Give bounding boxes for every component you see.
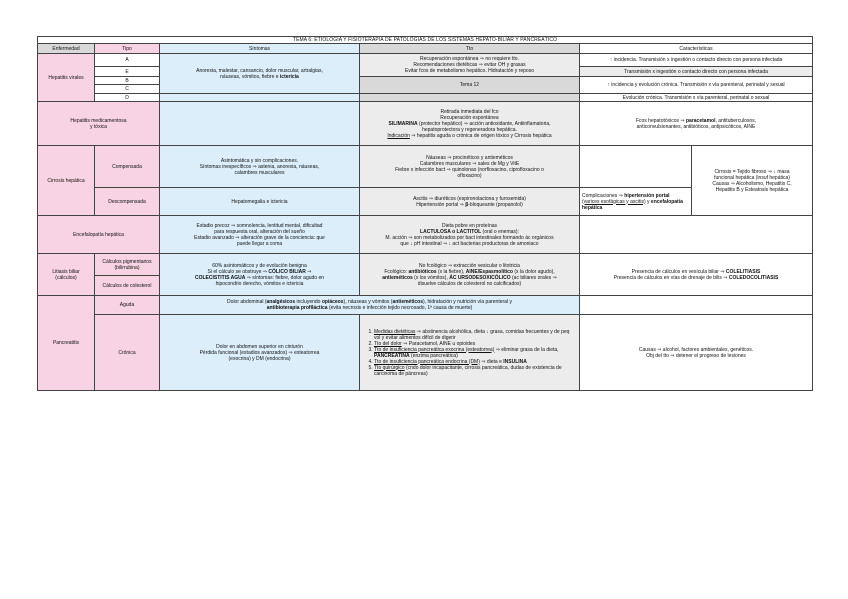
header-sintomas: Síntomas [160,44,360,54]
header-row [38,44,813,54]
table-row [38,296,813,315]
tto-list [362,329,577,377]
header-caracteristicas: Características [580,44,813,54]
car-a: ↑ incidencia. Transmisión x ingestión o contacto directo con persona infectada [580,54,813,67]
summary-sheet [37,36,812,391]
empty-cell [160,94,360,102]
type-descompensada: Descompensada [95,188,160,216]
title-row [38,37,813,44]
table-row [38,216,813,254]
header-enfermedad: Enfermedad [38,44,95,54]
type-aguda: Aguda [95,296,160,315]
pathology-table [37,36,813,391]
disease-encefalopatia: Encefalopatía hepática [38,216,160,254]
disease-pancreatitis: Pancreatitis [38,296,95,391]
cirrosis-comp-tto: Náuseas ⇒ procinéticos y antieméticos Calambres musculares ⇒ sales de Mg y VitE Fiebre x infección bact ⇒ quinolonas (norfloxacino, ciprofloxacino o ofloxacino) [360,146,580,188]
type-c: C [95,85,160,94]
hepatitis-tto-ae: Recuperación espontánea ⇒ no requiere tto. Recomendaciones dietéticas ⇒ evitar OH y grasas Evitar fcos de metabolismo hepático. Hidratación y reposo [360,54,580,77]
header-tipo: Tipo [95,44,160,54]
pancreatitis-aguda-info: Dolor abdominal (analgésicos incluyendo opiáceos), náuseas y vómitos (antieméticos), hidratación y nutrición vía parenteral y antibioterapia profiláctica (evita necrosis e infección tejido necrosado, 1ª causa de muerte) [160,296,580,315]
cirrosis-desc-car: Complicaciones ⇒ hipertensión portal (varices esofágicas y ascitis) y encefalopatía hepática [580,188,692,216]
disease-litiasis: Litiasis biliar (cálculos) [38,254,95,296]
hepatitis-med-tto: Retirada inmediata del fco Recuperación espontánea SILIMARINA (protector hepático) ⇒ acción antioxidante, Antiinflamatoria, hepatoprotectora y regeneradora hepática. Indicación ⇒ hepatitis aguda o crónica de origen tóxico y Cirrosis hepática [360,102,580,146]
type-calculos-colesterol: Cálculos de colesterol [95,276,160,296]
sheet-title: TEMA 6: ETIOLOGÍA Y FISIOTERAPIA DE PATOLOGÍAS DE LOS SISTEMAS HEPATO-BILIAR Y PANCREÁTICO [38,37,813,44]
disease-cirrosis: Cirrosis hepática [38,146,95,216]
type-d: D [95,94,160,102]
list-item: 4. Tto de insuficiencia pancreática endocrina (DM) ⇒ dieta e INSULINA [374,359,577,365]
encefalopatia-sintomas: Estadio precoz ⇒ somnolencia, lentitud mental, dificultad para respuesta oral, alteración del sueño Estadio avanzado ⇒ alteración grave de la conciencia: que puede llegar a coma [160,216,360,254]
cirrosis-side-notes: Cirrosis = Tejido fibroso ⇒ ↓ masa funcional hepática (insuf hepática) Causas ⇒ Alcoholismo, Hepatitis C, Hepatitis B y Esteatosis hepática [692,146,813,216]
empty-cell [160,102,360,146]
type-cronica: Crónica [95,315,160,391]
empty-cell [580,216,813,254]
disease-hepatitis-medicamentosa: Hepatitis medicamentosa y tóxica [38,102,160,146]
type-compensada: Compensada [95,146,160,188]
table-row [38,146,813,188]
hepatitis-med-car: Fcos hepatotóxicos ⇒ paracetamol, antituberculosos, anticonvulsionantes, antibióticos, antipsicóticos, AINE [580,102,813,146]
pancreatitis-cronica-car: Causas ⇒ alcohol, factores ambientales, genéticos. Obj del tto ⇒ detener el progreso de lesiones [580,315,813,391]
type-b: B [95,77,160,85]
hepatitis-sintomas: Anorexia, malestar, cansancio, dolor muscular, artralgias, náuseas, vómitos, fiebre e ictericia [160,54,360,94]
table-row [38,94,813,102]
list-item: 2. Tto del dolor ⇒ Paracetamol, AINE u opioides [374,341,577,347]
car-d: Evolución crónica. Transmisión x vía parenteral, perinatal o sexual [580,94,813,102]
litiasis-car: Presencia de cálculos en vesícula biliar ⇒ COLELITIASIS Presencia de cálculos en vías de drenaje de bilis ⇒ COLEDOCOLITIASIS [580,254,813,296]
table-row [38,54,813,67]
table-row [38,77,813,85]
type-e: E [95,67,160,77]
table-row [38,102,813,146]
encefalopatia-tto: Dieta pobre en proteínas LACTULOSA o LACTITOL (oral o enemas): M. acción ⇒ son metabolizados por bact intestinales formando ác orgánicos que ↓ pH intestinal ⇒ ↓ act bacterias productoras de amoniaco [360,216,580,254]
cirrosis-desc-sintomas: Hepatomegalia e ictericia [160,188,360,216]
type-a: A [95,54,160,67]
pancreatitis-cronica-tto [360,315,580,391]
list-item: 3. Tto de insuficiencia pancreática exocrina (esteatorrea) ⇒ eliminar grasa de la dieta, PANCREATINA (enzima pancreática) [374,347,577,359]
list-item: 5. Tto quirúrgico (cndo dolor incapacitante, cirrosis pancreática, dudas de existencia de carcinoma de páncreas) [374,365,577,377]
empty-cell [580,296,813,315]
hepatitis-tto-bcd: Tema 12 [360,77,580,94]
type-calculos-pigmentarios: Cálculos pigmentarios (bilirrubina) [95,254,160,276]
litiasis-tto: No fcológico ⇒ extracción vesicular o litotricia Fcológico: antibióticos (x la fiebre), AINE/Espasmolítico (x la dolor agudo), antieméticos (x los vómitos), ÁC URSODESOXICÓLICO (ac biliares orales ⇒ disuelve cálculos de colesterol no calcificados) [360,254,580,296]
litiasis-sintomas: 60% asintomáticos y de evolución benigna Si el cálculo se obstruye ⇒ CÓLICO BILIAR ⇒ COLECISTITIS AGUA ⇒ síntomas: fiebre, dolor agudo en hipocondrio derecho, vómitos e ictericia [160,254,360,296]
cirrosis-desc-tto: Ascitis ⇒ diuréticos (espironolactona y furosemida) Hipertensión portal ⇒ β-bloqueante (propanolol) [360,188,580,216]
cirrosis-comp-sintomas: Asintomática y sin complicaciones. Síntomas inespecíficos ⇒ astenia, anorexia, náuseas, calambres musculares [160,146,360,188]
car-bc: ↑ incidencia y evolución crónica. Transmisión x vía parenteral, perinatal y sexual [580,77,813,94]
table-row [38,254,813,276]
car-e: Transmisión x ingestión o contacto directo con persona infectada [580,67,813,77]
table-row [38,315,813,391]
list-item: 1. Medidas dietéticas ⇒ abstinencia alcohólica, dieta ↓ grasa, comidas frecuentes y de peq vol y evitar alimentos difícil de digerir [374,329,577,341]
header-tto: Tto [360,44,580,54]
pancreatitis-cronica-sintomas: Dolor en abdomen superior en cinturón Pérdida funcional (estadios avanzados) ⇒ esteatorrea (exocrina) y DM (endocrina) [160,315,360,391]
disease-hepatitis-virales: Hepatitis virales [38,54,95,102]
empty-cell [360,94,580,102]
empty-cell [580,146,692,188]
